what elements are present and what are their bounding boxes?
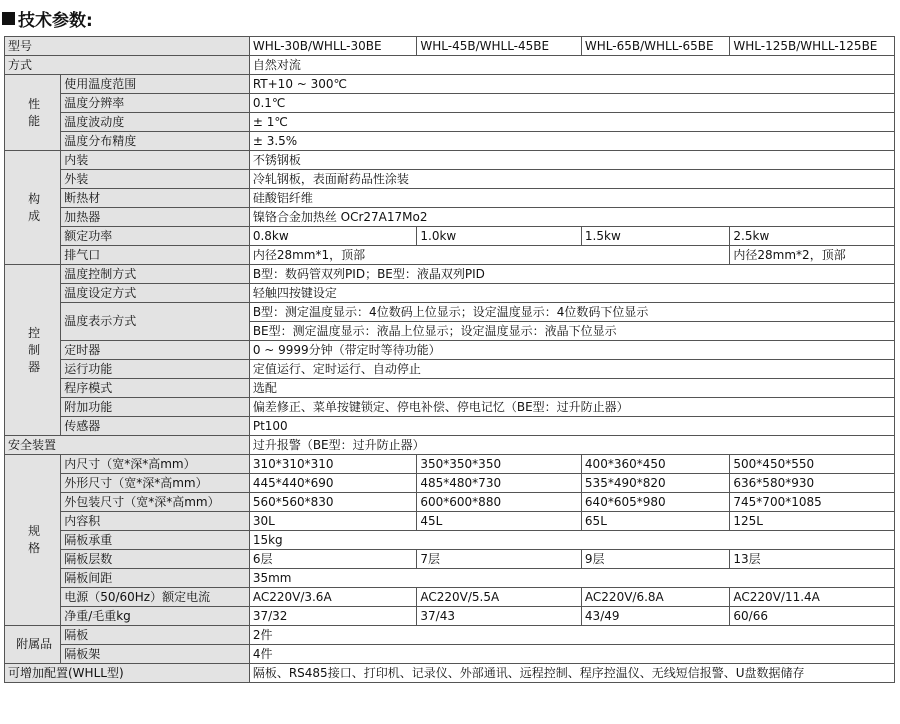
row-label: 加热器 <box>61 208 250 227</box>
row-label: 程序模式 <box>61 379 250 398</box>
row-label: 外形尺寸（宽*深*高mm） <box>61 474 250 493</box>
row-value: 内径28mm*2，顶部 <box>730 246 895 265</box>
table-row <box>5 227 895 246</box>
row-label: 温度波动度 <box>61 113 250 132</box>
row-label: 外包装尺寸（宽*深*高mm） <box>61 493 250 512</box>
row-value: RT+10 ~ 300℃ <box>249 75 894 94</box>
table-row <box>5 493 895 512</box>
row-value: 30L <box>249 512 417 531</box>
row-value: 偏差修正、菜单按键锁定、停电补偿、停电记忆（BE型：过升防止器） <box>249 398 894 417</box>
row-value: 640*605*980 <box>581 493 729 512</box>
row-value: 0 ~ 9999分钟（带定时等待功能） <box>249 341 894 360</box>
row-label: 断热材 <box>61 189 250 208</box>
row-value: 0.1℃ <box>249 94 894 113</box>
model-value: WHL-125B/WHLL-125BE <box>730 37 895 56</box>
construction-group: 构 成 <box>5 151 61 265</box>
row-label: 隔板架 <box>61 645 250 664</box>
spec-table <box>4 36 895 683</box>
table-row <box>5 360 895 379</box>
row-value: 15kg <box>249 531 894 550</box>
table-row <box>5 265 895 284</box>
row-value: 485*480*730 <box>417 474 582 493</box>
table-row <box>5 303 895 322</box>
table-row <box>5 132 895 151</box>
row-label: 内容积 <box>61 512 250 531</box>
row-value: 6层 <box>249 550 417 569</box>
row-label: 附加功能 <box>61 398 250 417</box>
options-label: 可增加配置(WHLL型) <box>5 664 250 683</box>
row-value: 4件 <box>249 645 894 664</box>
row-label: 外装 <box>61 170 250 189</box>
row-value: 定值运行、定时运行、自动停止 <box>249 360 894 379</box>
row-value: 冷轧钢板，表面耐药品性涂装 <box>249 170 894 189</box>
row-label: 运行功能 <box>61 360 250 379</box>
table-row <box>5 246 895 265</box>
row-value: Pt100 <box>249 417 894 436</box>
table-row <box>5 189 895 208</box>
row-label: 温度控制方式 <box>61 265 250 284</box>
model-value: WHL-45B/WHLL-45BE <box>417 37 582 56</box>
table-row <box>5 37 895 56</box>
row-value: 400*360*450 <box>581 455 729 474</box>
row-value: 350*350*350 <box>417 455 582 474</box>
table-row <box>5 550 895 569</box>
options-value: 隔板、RS485接口、打印机、记录仪、外部通讯、远程控制、程序控温仪、无线短信报警、U盘数据储存 <box>249 664 894 683</box>
table-row <box>5 94 895 113</box>
row-value: BE型：测定温度显示：液晶上位显示；设定温度显示：液晶下位显示 <box>249 322 894 341</box>
row-value: 60/66 <box>730 607 895 626</box>
row-value: 硅酸铝纤维 <box>249 189 894 208</box>
table-row <box>5 607 895 626</box>
row-value: 45L <box>417 512 582 531</box>
row-value: 选配 <box>249 379 894 398</box>
row-label: 温度表示方式 <box>61 303 250 341</box>
table-row <box>5 417 895 436</box>
row-label: 传感器 <box>61 417 250 436</box>
table-row <box>5 436 895 455</box>
table-row <box>5 645 895 664</box>
model-value: WHL-30B/WHLL-30BE <box>249 37 417 56</box>
row-value: ± 3.5% <box>249 132 894 151</box>
row-value: 445*440*690 <box>249 474 417 493</box>
row-value: 2件 <box>249 626 894 645</box>
row-label: 温度设定方式 <box>61 284 250 303</box>
table-row <box>5 208 895 227</box>
row-value: AC220V/5.5A <box>417 588 582 607</box>
table-row <box>5 531 895 550</box>
table-row <box>5 75 895 94</box>
row-value: 7层 <box>417 550 582 569</box>
row-value: 600*600*880 <box>417 493 582 512</box>
method-value: 自然对流 <box>249 56 894 75</box>
model-label: 型号 <box>5 37 250 56</box>
row-value: B型：数码管双列PID；BE型：液晶双列PID <box>249 265 894 284</box>
row-value: 不锈钢板 <box>249 151 894 170</box>
row-value: 轻触四按键设定 <box>249 284 894 303</box>
row-label: 隔板间距 <box>61 569 250 588</box>
table-row <box>5 341 895 360</box>
table-row <box>5 170 895 189</box>
table-row <box>5 113 895 132</box>
row-value: 内径28mm*1，顶部 <box>249 246 730 265</box>
specs-group: 规 格 <box>5 455 61 626</box>
heading-square-icon <box>2 12 15 25</box>
accessories-group: 附属品 <box>5 626 61 664</box>
row-value: 1.5kw <box>581 227 729 246</box>
row-value: 560*560*830 <box>249 493 417 512</box>
table-row <box>5 284 895 303</box>
row-label: 使用温度范围 <box>61 75 250 94</box>
control-group: 控 制 器 <box>5 265 61 436</box>
row-label: 隔板承重 <box>61 531 250 550</box>
table-row <box>5 151 895 170</box>
row-label: 温度分辨率 <box>61 94 250 113</box>
row-label: 排气口 <box>61 246 250 265</box>
row-value: 636*580*930 <box>730 474 895 493</box>
row-value: B型：测定温度显示：4位数码上位显示；设定温度显示：4位数码下位显示 <box>249 303 894 322</box>
row-value: 37/43 <box>417 607 582 626</box>
table-row <box>5 664 895 683</box>
row-value: 35mm <box>249 569 894 588</box>
row-value: 13层 <box>730 550 895 569</box>
table-row <box>5 588 895 607</box>
performance-group: 性 能 <box>5 75 61 151</box>
model-value: WHL-65B/WHLL-65BE <box>581 37 729 56</box>
row-label: 额定功率 <box>61 227 250 246</box>
row-value: 9层 <box>581 550 729 569</box>
table-row <box>5 474 895 493</box>
row-label: 隔板 <box>61 626 250 645</box>
method-label: 方式 <box>5 56 250 75</box>
table-row <box>5 56 895 75</box>
safety-label: 安全装置 <box>5 436 250 455</box>
row-value: ± 1℃ <box>249 113 894 132</box>
row-value: AC220V/11.4A <box>730 588 895 607</box>
row-value: 37/32 <box>249 607 417 626</box>
row-value: 镍铬合金加热丝 OCr27A17Mo2 <box>249 208 894 227</box>
row-label: 隔板层数 <box>61 550 250 569</box>
row-value: 125L <box>730 512 895 531</box>
table-row <box>5 379 895 398</box>
table-row <box>5 512 895 531</box>
table-row <box>5 569 895 588</box>
row-value: AC220V/3.6A <box>249 588 417 607</box>
row-value: 65L <box>581 512 729 531</box>
row-value: AC220V/6.8A <box>581 588 729 607</box>
safety-value: 过升报警（BE型：过升防止器） <box>249 436 894 455</box>
row-value: 500*450*550 <box>730 455 895 474</box>
section-heading <box>0 0 900 36</box>
row-label: 内尺寸（宽*深*高mm） <box>61 455 250 474</box>
row-label: 电源（50/60Hz）额定电流 <box>61 588 250 607</box>
row-value: 310*310*310 <box>249 455 417 474</box>
row-label: 净重/毛重kg <box>61 607 250 626</box>
row-value: 745*700*1085 <box>730 493 895 512</box>
heading-text: 技术参数: <box>18 10 93 31</box>
table-row <box>5 455 895 474</box>
table-row <box>5 398 895 417</box>
row-label: 内装 <box>61 151 250 170</box>
row-value: 2.5kw <box>730 227 895 246</box>
row-label: 温度分布精度 <box>61 132 250 151</box>
row-label: 定时器 <box>61 341 250 360</box>
table-row <box>5 626 895 645</box>
row-value: 1.0kw <box>417 227 582 246</box>
row-value: 0.8kw <box>249 227 417 246</box>
row-value: 43/49 <box>581 607 729 626</box>
row-value: 535*490*820 <box>581 474 729 493</box>
